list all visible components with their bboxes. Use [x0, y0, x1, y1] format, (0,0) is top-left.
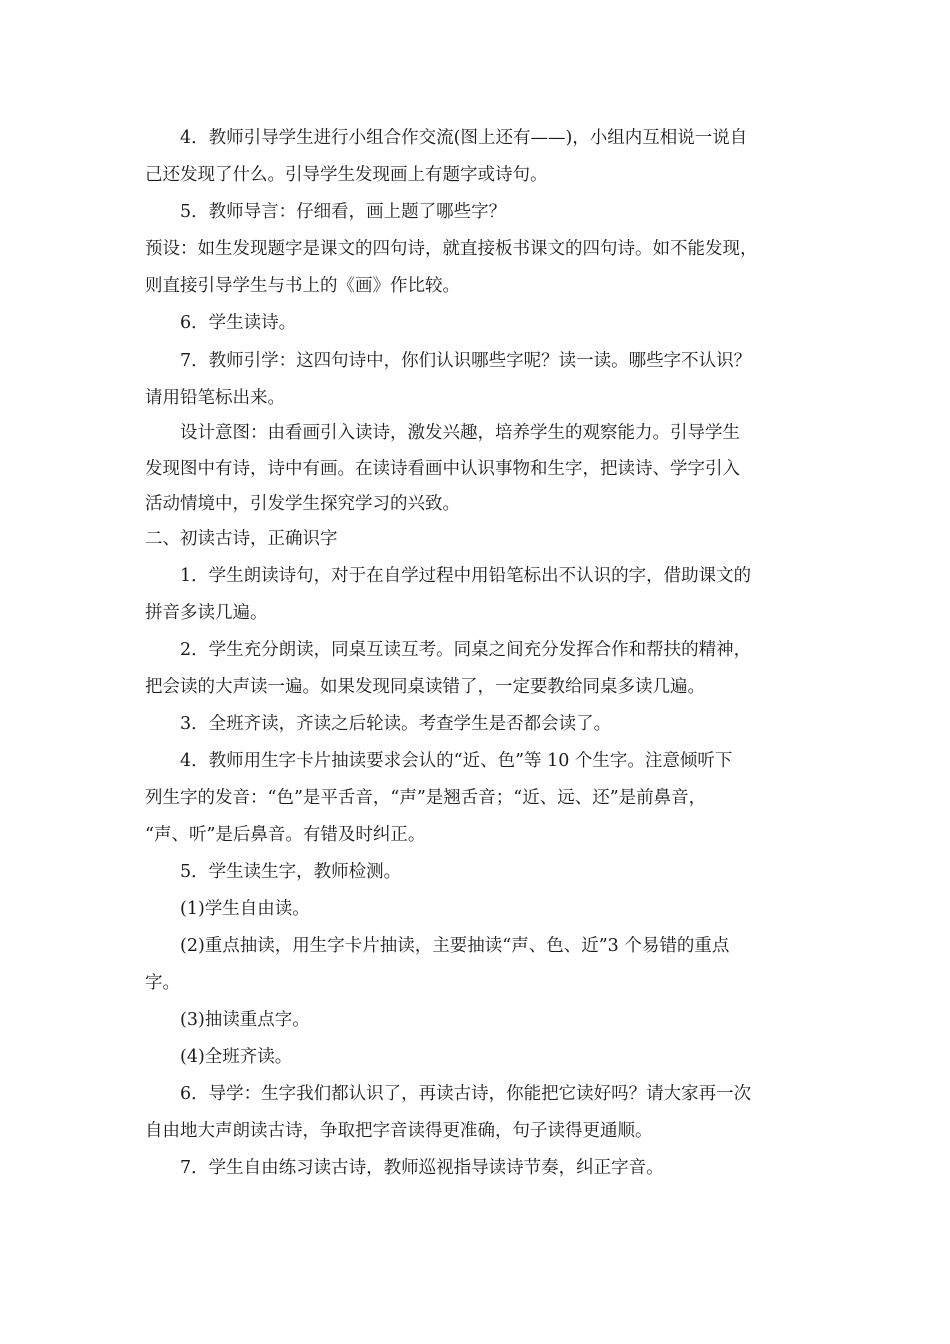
paragraph-line: (2)重点抽读，用生字卡片抽读，主要抽读“声、色、近”3 个易错的重点	[180, 936, 730, 956]
paragraph-line: 6．导学：生字我们都认识了，再读古诗，你能把它读好吗？请大家再一次	[180, 1084, 752, 1104]
paragraph-line: 5．学生读生字，教师检测。	[180, 862, 402, 882]
paragraph-line: 活动情境中，引发学生探究学习的兴致。	[145, 494, 460, 514]
paragraph-line: 列生字的发音：“色”是平舌音，“声”是翘舌音；“近、远、还”是前鼻音，	[145, 788, 707, 808]
paragraph-line: 设计意图：由看画引入读诗，激发兴趣，培养学生的观察能力。引导学生	[180, 423, 740, 443]
paragraph-line: 己还发现了什么。引导学生发现画上有题字或诗句。	[145, 165, 548, 185]
paragraph-line: 4．教师引导学生进行小组合作交流(图上还有——)，小组内互相说一说自	[180, 128, 748, 148]
paragraph-line: (1)学生自由读。	[180, 899, 310, 919]
paragraph-line: 3．全班齐读，齐读之后轮读。考查学生是否都会读了。	[180, 714, 612, 734]
paragraph-line: (3)抽读重点字。	[180, 1010, 310, 1030]
paragraph-line: 1．学生朗读诗句，对于在自学过程中用铅笔标出不认识的字，借助课文的	[180, 566, 752, 586]
paragraph-line: (4)全班齐读。	[180, 1047, 293, 1067]
paragraph-line: 4．教师用生字卡片抽读要求会认的“近、色”等 10 个生字。注意倾听下	[180, 751, 733, 771]
paragraph-line: 7．教师引学：这四句诗中，你们认识哪些字呢？读一读。哪些字不认识？	[180, 351, 752, 371]
paragraph-line: “声、听”是后鼻音。有错及时纠正。	[145, 825, 426, 845]
paragraph-line: 把会读的大声读一遍。如果发现同桌读错了，一定要教给同桌多读几遍。	[145, 677, 705, 697]
paragraph-line: 2．学生充分朗读，同桌互读互考。同桌之间充分发挥合作和帮扶的精神，	[180, 640, 752, 660]
paragraph-line: 7．学生自由练习读古诗，教师巡视指导读诗节奏，纠正字音。	[180, 1158, 664, 1178]
section-heading: 二、初读古诗，正确识字	[145, 529, 338, 549]
paragraph-line: 请用铅笔标出来。	[145, 388, 285, 408]
paragraph-line: 预设：如生发现题字是课文的四句诗，就直接板书课文的四句诗。如不能发现，	[145, 239, 758, 259]
paragraph-line: 5．教师导言：仔细看，画上题了哪些字？	[180, 202, 507, 222]
paragraph-line: 发现图中有诗，诗中有画。在读诗看画中认识事物和生字，把读诗、学字引入	[145, 459, 740, 479]
paragraph-line: 则直接引导学生与书上的《画》作比较。	[145, 276, 460, 296]
paragraph-line: 6．学生读诗。	[180, 313, 297, 333]
paragraph-line: 自由地大声朗读古诗，争取把字音读得更准确，句子读得更通顺。	[145, 1121, 653, 1141]
paragraph-line: 拼音多读几遍。	[145, 603, 268, 623]
paragraph-line: 字。	[145, 973, 180, 993]
